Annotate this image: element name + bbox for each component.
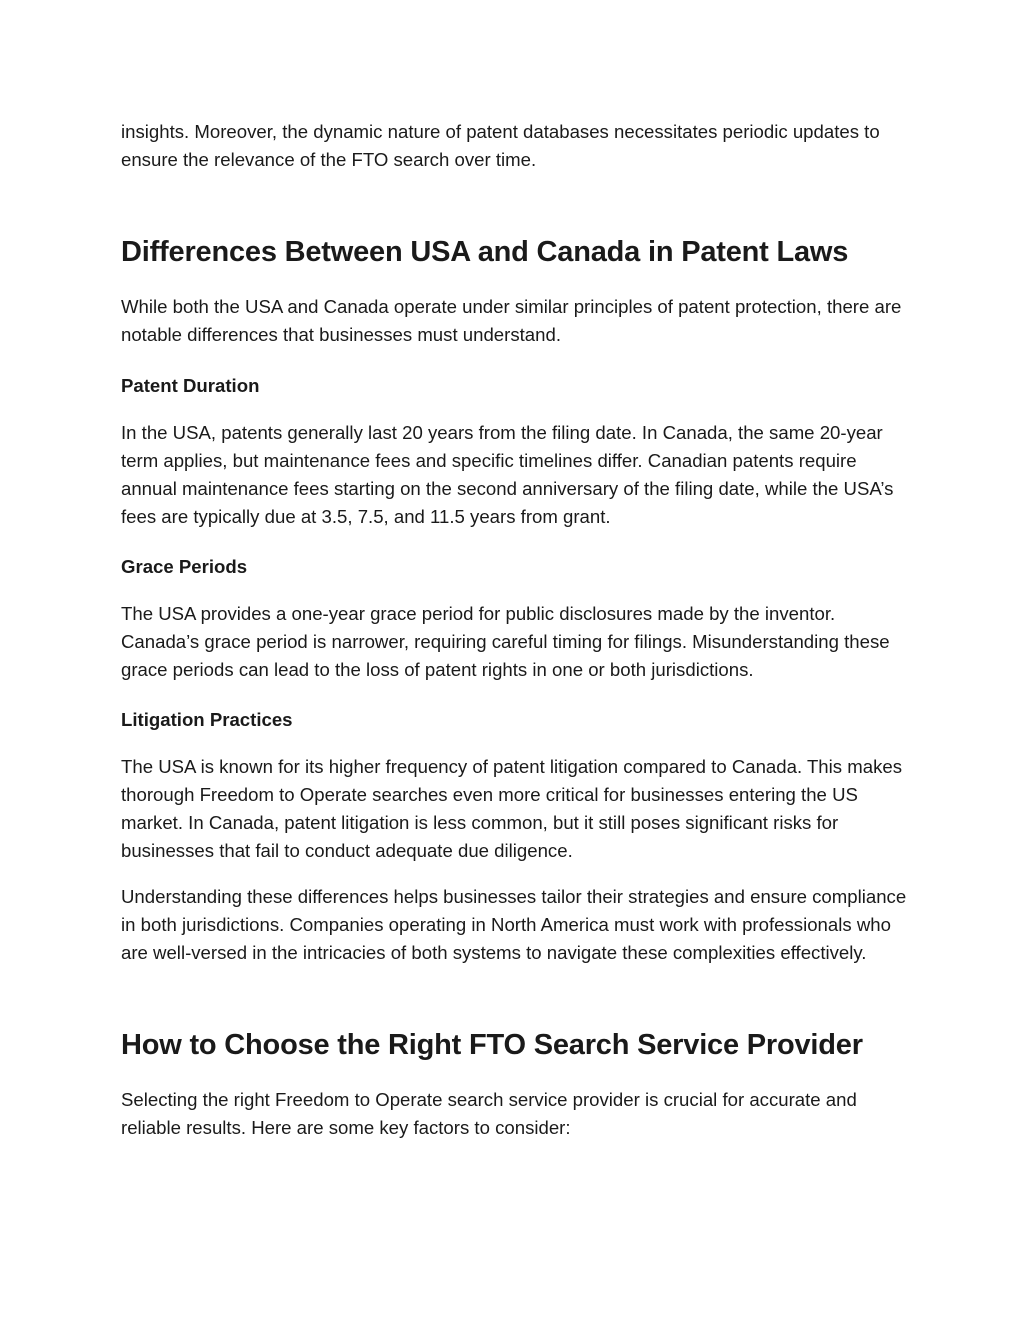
subheading-grace-periods: Grace Periods [121, 556, 248, 577]
paragraph-choose-intro: Selecting the right Freedom to Operate search service provider is crucial for accurate and reliable results. Here are some key factors to consider: [121, 1089, 857, 1138]
document-page [121, 118, 911, 1142]
subheading-patent-duration: Patent Duration [121, 375, 260, 396]
paragraph-patent-duration: In the USA, patents generally last 20 years from the filing date. In Canada, the same 20-year term applies, but maintenance fees and specific timelines differ. Canadian patents require annual maintenance fees starting on the second anniversary of the filing date, while the USA’s fees are typically due at 3.5, 7.5, and 11.5 years from grant. [121, 422, 894, 527]
paragraph-differences-conclusion: Understanding these differences helps businesses tailor their strategies and ensure compliance in both jurisdictions. Companies operating in North America must work with professionals who are well-versed in the intricacies of both systems to navigate these complexities effectively. [121, 886, 907, 963]
paragraph-intro-tail: insights. Moreover, the dynamic nature of patent databases necessitates periodic updates to ensure the relevance of the FTO search over time. [121, 121, 880, 170]
paragraph-litigation-practices: The USA is known for its higher frequency of patent litigation compared to Canada. This makes thorough Freedom to Operate searches even more critical for businesses entering the US market. In Canada, patent litigation is less common, but it still poses significant risks for businesses that fail to conduct adequate due diligence. [121, 756, 903, 861]
paragraph-grace-periods: The USA provides a one-year grace period for public disclosures made by the inventor. Canada’s grace period is narrower, requiring careful timing for filings. Misunderstanding these grace periods can lead to the loss of patent rights in one or both jurisdictions. [121, 603, 890, 680]
paragraph-differences-intro: While both the USA and Canada operate under similar principles of patent protection, there are notable differences that businesses must understand. [121, 296, 902, 345]
subheading-litigation-practices: Litigation Practices [121, 709, 293, 730]
section-heading-choose-provider: How to Choose the Right FTO Search Service Provider [121, 1029, 863, 1061]
section-heading-differences: Differences Between USA and Canada in Patent Laws [121, 236, 849, 268]
